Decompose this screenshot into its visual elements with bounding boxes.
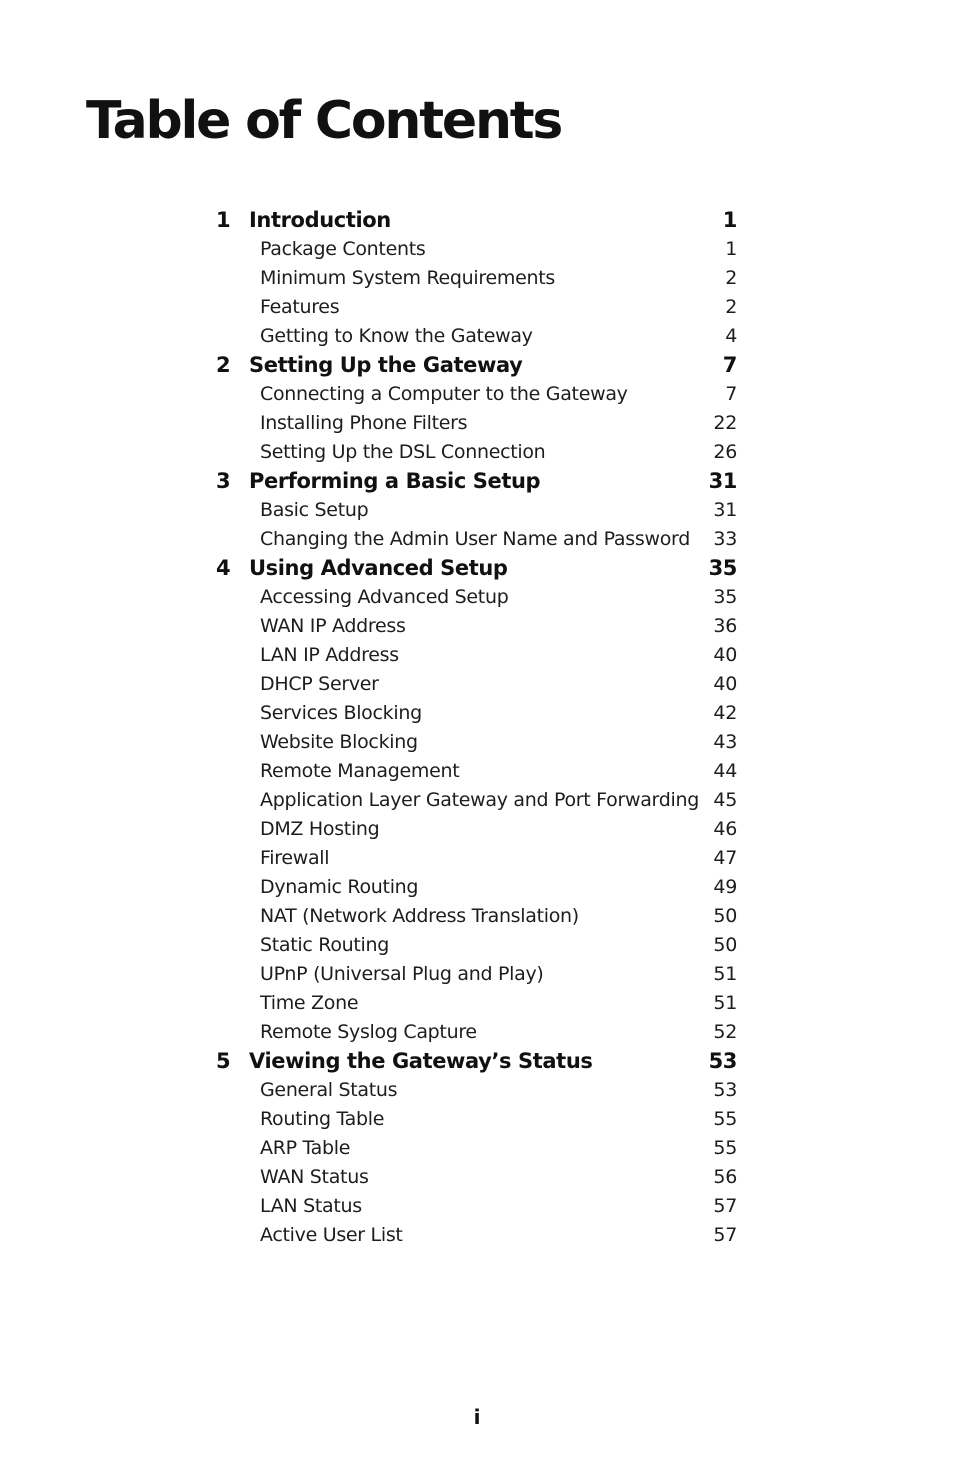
chapter-number: 2 (216, 353, 231, 377)
toc-section-entry[interactable] (210, 380, 740, 409)
chapter-number: 3 (216, 469, 231, 493)
toc-section-entry[interactable] (210, 1134, 740, 1163)
chapter-page-number: 35 (708, 556, 737, 580)
toc-section-entry[interactable] (210, 409, 740, 438)
section-page-number: 1 (725, 238, 737, 260)
section-title: Dynamic Routing (260, 876, 419, 898)
section-page-number: 57 (713, 1224, 737, 1246)
chapter-page-number: 1 (722, 208, 737, 232)
section-page-number: 45 (713, 789, 737, 811)
toc-section-entry[interactable] (210, 525, 740, 554)
section-title: Minimum System Requirements (260, 267, 555, 289)
toc-chapter-entry[interactable] (210, 351, 740, 380)
toc-section-entry[interactable] (210, 293, 740, 322)
section-title: DMZ Hosting (260, 818, 380, 840)
section-page-number: 56 (713, 1166, 737, 1188)
chapter-number: 1 (216, 208, 231, 232)
toc-section-entry[interactable] (210, 612, 740, 641)
toc-chapter (210, 467, 740, 554)
chapter-title: Viewing the Gateway’s Status (249, 1049, 593, 1073)
section-page-number: 55 (713, 1108, 737, 1130)
toc-chapter (210, 1047, 740, 1250)
toc-section-entry[interactable] (210, 1221, 740, 1250)
section-page-number: 43 (713, 731, 737, 753)
section-title: ARP Table (260, 1137, 351, 1159)
section-title: Remote Syslog Capture (260, 1021, 477, 1043)
toc-section-entry[interactable] (210, 1076, 740, 1105)
section-title: Installing Phone Filters (260, 412, 468, 434)
chapter-page-number: 53 (708, 1049, 737, 1073)
section-title: Changing the Admin User Name and Password (260, 528, 690, 550)
section-page-number: 53 (713, 1079, 737, 1101)
toc-section-entry[interactable] (210, 264, 740, 293)
section-page-number: 2 (725, 267, 737, 289)
chapter-title: Introduction (249, 208, 391, 232)
toc-chapter-entry[interactable] (210, 554, 740, 583)
section-page-number: 47 (713, 847, 737, 869)
section-page-number: 4 (725, 325, 737, 347)
section-page-number: 50 (713, 905, 737, 927)
page-folio: i (473, 1405, 481, 1429)
toc-chapter (210, 206, 740, 351)
section-page-number: 42 (713, 702, 737, 724)
toc-section-entry[interactable] (210, 786, 740, 815)
section-page-number: 46 (713, 818, 737, 840)
section-title: Setting Up the DSL Connection (260, 441, 546, 463)
toc-chapter-entry[interactable] (210, 206, 740, 235)
section-title: Connecting a Computer to the Gateway (260, 383, 628, 405)
toc-chapter-entry[interactable] (210, 467, 740, 496)
toc-chapter (210, 554, 740, 1047)
toc-section-entry[interactable] (210, 322, 740, 351)
section-page-number: 51 (713, 992, 737, 1014)
page-title: Table of Contents (86, 91, 562, 151)
toc-section-entry[interactable] (210, 1105, 740, 1134)
section-title: Static Routing (260, 934, 390, 956)
chapter-number: 4 (216, 556, 231, 580)
toc-section-entry[interactable] (210, 902, 740, 931)
section-title: WAN Status (260, 1166, 369, 1188)
section-page-number: 57 (713, 1195, 737, 1217)
section-page-number: 33 (713, 528, 737, 550)
section-title: LAN Status (260, 1195, 362, 1217)
section-title: Accessing Advanced Setup (260, 586, 509, 608)
toc-section-entry[interactable] (210, 699, 740, 728)
toc-section-entry[interactable] (210, 1018, 740, 1047)
chapter-number: 5 (216, 1049, 231, 1073)
section-title: Services Blocking (260, 702, 422, 724)
section-title: WAN IP Address (260, 615, 406, 637)
section-title: Active User List (260, 1224, 403, 1246)
section-page-number: 50 (713, 934, 737, 956)
toc-chapter (210, 351, 740, 467)
section-title: NAT (Network Address Translation) (260, 905, 579, 927)
toc-section-entry[interactable] (210, 641, 740, 670)
toc-section-entry[interactable] (210, 728, 740, 757)
section-title: General Status (260, 1079, 398, 1101)
toc-section-entry[interactable] (210, 931, 740, 960)
toc-section-entry[interactable] (210, 496, 740, 525)
chapter-title: Using Advanced Setup (249, 556, 508, 580)
section-title: Application Layer Gateway and Port Forwarding (260, 789, 699, 811)
toc-section-entry[interactable] (210, 844, 740, 873)
section-page-number: 26 (713, 441, 737, 463)
section-title: Features (260, 296, 340, 318)
section-page-number: 2 (725, 296, 737, 318)
section-title: Routing Table (260, 1108, 385, 1130)
chapter-page-number: 7 (722, 353, 737, 377)
section-page-number: 31 (713, 499, 737, 521)
toc-section-entry[interactable] (210, 583, 740, 612)
section-page-number: 49 (713, 876, 737, 898)
toc-section-entry[interactable] (210, 1163, 740, 1192)
section-title: Package Contents (260, 238, 426, 260)
toc-section-entry[interactable] (210, 1192, 740, 1221)
toc-section-entry[interactable] (210, 235, 740, 264)
toc-section-entry[interactable] (210, 438, 740, 467)
section-page-number: 22 (713, 412, 737, 434)
section-page-number: 44 (713, 760, 737, 782)
section-title: UPnP (Universal Plug and Play) (260, 963, 544, 985)
toc-section-entry[interactable] (210, 960, 740, 989)
chapter-page-number: 31 (708, 469, 737, 493)
section-title: DHCP Server (260, 673, 379, 695)
section-page-number: 52 (713, 1021, 737, 1043)
section-title: Getting to Know the Gateway (260, 325, 533, 347)
section-title: Basic Setup (260, 499, 369, 521)
section-page-number: 40 (713, 644, 737, 666)
table-of-contents (210, 206, 740, 1250)
chapter-title: Performing a Basic Setup (249, 469, 541, 493)
toc-chapter-entry[interactable] (210, 1047, 740, 1076)
section-title: Remote Management (260, 760, 460, 782)
section-title: Time Zone (260, 992, 359, 1014)
section-page-number: 36 (713, 615, 737, 637)
section-title: Firewall (260, 847, 330, 869)
toc-section-entry[interactable] (210, 815, 740, 844)
chapter-title: Setting Up the Gateway (249, 353, 523, 377)
toc-section-entry[interactable] (210, 989, 740, 1018)
section-title: LAN IP Address (260, 644, 399, 666)
section-page-number: 7 (725, 383, 737, 405)
section-page-number: 35 (713, 586, 737, 608)
section-page-number: 51 (713, 963, 737, 985)
toc-section-entry[interactable] (210, 757, 740, 786)
section-page-number: 55 (713, 1137, 737, 1159)
toc-section-entry[interactable] (210, 873, 740, 902)
section-page-number: 40 (713, 673, 737, 695)
section-title: Website Blocking (260, 731, 418, 753)
toc-section-entry[interactable] (210, 670, 740, 699)
